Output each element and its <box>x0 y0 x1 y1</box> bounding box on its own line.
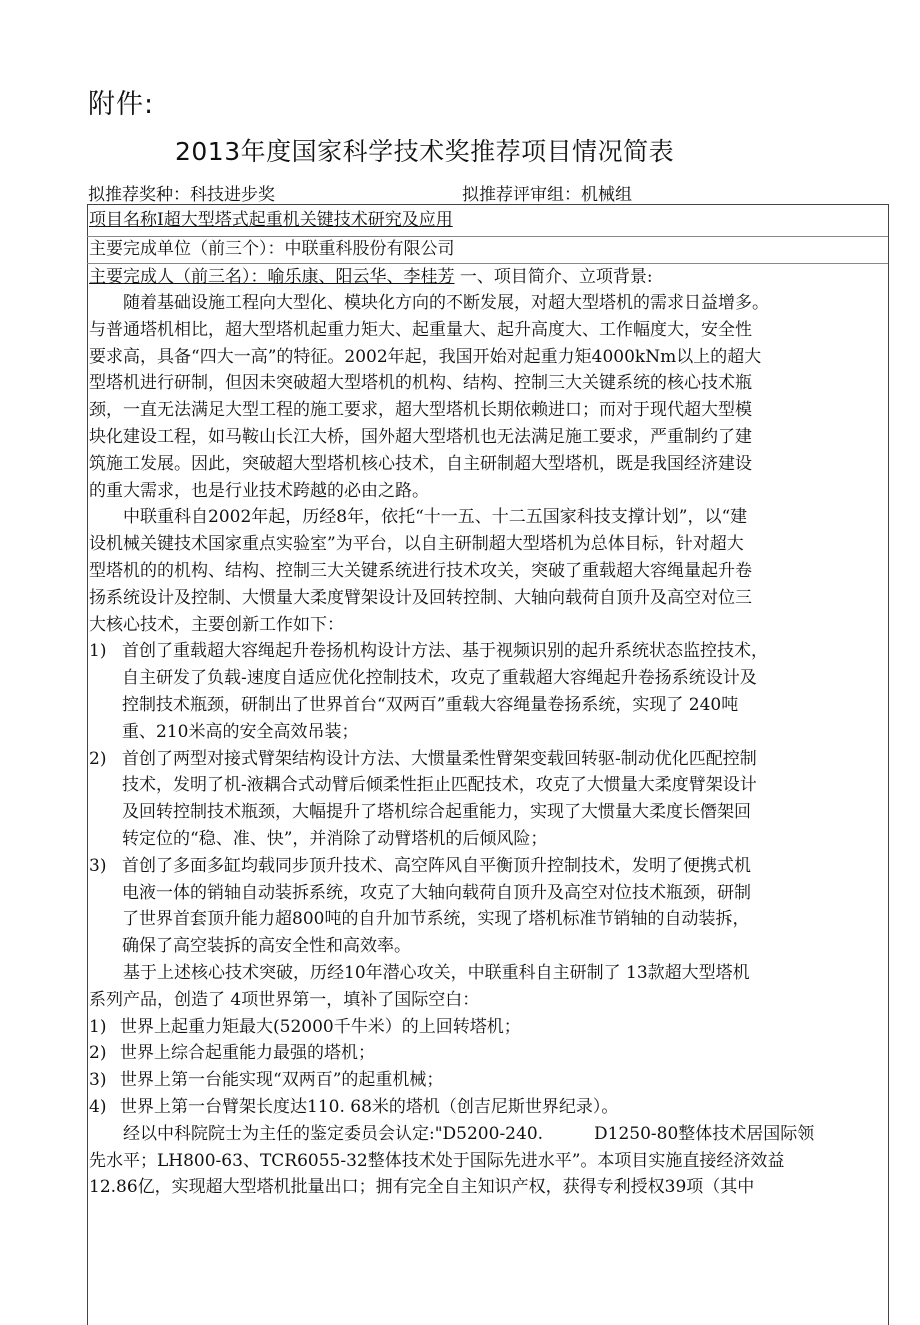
innovation-line: 确保了高空装拆的高安全性和高效率。 <box>122 936 411 957</box>
list-number: 3) <box>89 855 107 876</box>
paragraph-line: 经以中科院院士为主任的鉴定委员会认定:"D5200-240. D1250-80整体技术居国际领 <box>89 1123 815 1144</box>
section-heading: 一、项目简介、立项背景: <box>459 267 653 287</box>
innovation-line: 控制技术瓶颈，研制出了世界首台“双两百”重载大容绳量卷扬系统，实现了 240吨 <box>122 695 739 715</box>
innovation-line: 自主研发了负载-速度自适应优化控制技术，攻克了重载超大容绳起升卷扬系统设计及 <box>122 668 757 689</box>
innovation-line: 首创了多面多缸均载同步顶升技术、高空阵风自平衡顶升控制技术，发明了便携式机 <box>122 855 751 876</box>
list-number: 1) <box>89 641 107 662</box>
world-first-item: 世界上第一台能实现“双两百”的起重机械； <box>120 1070 444 1091</box>
main-people-row <box>89 265 653 289</box>
award-type: 拟推荐奖种：科技进步奖 <box>88 185 275 205</box>
list-number: 4) <box>89 1097 107 1117</box>
list-number: 3) <box>89 1070 107 1091</box>
paragraph-line: 扬系统设计及控制、大惯量大柔度臂架设计及回转控制、大轴向载荷自顶升及高空对位三 <box>89 587 752 608</box>
paragraph-line: 基于上述核心技术突破，历经10年潜心攻关，中联重科自主研制了 13款超大型塔机 <box>89 963 750 983</box>
innovation-line: 及回转控制技术瓶颈，大幅提升了塔机综合起重能力，实现了大惯量大柔度长僭架回 <box>122 802 751 823</box>
paragraph-line: 型塔机的的机构、结构、控制三大关键系统进行技术攻关，突破了重载超大容绳量起升卷 <box>89 561 752 581</box>
paragraph-line: 的重大需求，也是行业技术跨越的必由之路。 <box>89 480 429 501</box>
paragraph-line: 型塔机进行研制，但因未突破超大型塔机的机构、结构、控制三大关键系统的核心技术瓶 <box>89 373 752 394</box>
paragraph-line: 要求高，具备“四大一高”的特征。2002年起，我国开始对起重力矩4000kNm以上的超大 <box>89 346 762 367</box>
innovation-line: 技术，发明了机-液耦合式动臂后倾柔性拒止匹配技术，攻克了大惯量大柔度臂架设计 <box>122 775 757 796</box>
paragraph-line: 块化建设工程，如马鞍山长江大桥，国外超大型塔机也无法满足施工要求，严重制约了建 <box>89 427 752 447</box>
paragraph-line: 与普通塔机相比，超大型塔机起重力矩大、起重量大、起升高度大、工作幅度大，安全性 <box>89 319 752 340</box>
row-divider <box>87 263 888 264</box>
review-group: 拟推荐评审组：机械组 <box>462 185 632 205</box>
project-name: 项目名称Ⅰ超大型塔式起重机关键技术研究及应用 <box>89 210 453 230</box>
innovation-line: 电液一体的销轴自动装拆系统，攻克了大轴向载荷自顶升及高空对位技术瓶颈，研制 <box>122 882 751 903</box>
paragraph-line: 随着基础设施工程向大型化、模块化方向的不断发展，对超大型塔机的需求日益增多。 <box>89 293 769 313</box>
world-first-item: 世界上综合起重能力最强的塔机； <box>120 1043 375 1064</box>
main-people: 主要完成人（前三名）：喻乐康、阳云华、李桂芳 <box>89 267 455 287</box>
list-number: 1) <box>89 1016 107 1037</box>
world-first-item: 世界上起重力矩最大(52000千牛米）的上回转塔机； <box>120 1016 521 1037</box>
paragraph-line: 中联重科自2002年起，历经8年，依托“十一五、十二五国家科技支撑计划”，以“建 <box>89 507 748 528</box>
document-title: 2013年度国家科学技术奖推荐项目情况简表 <box>175 137 675 166</box>
innovation-line: 转定位的“稳、准、快”，并消除了动臂塔机的后倾风险； <box>122 829 548 849</box>
list-number: 2) <box>89 748 107 769</box>
paragraph-line: 颈，一直无法满足大型工程的施工要求，超大型塔机长期依赖进口；而对于现代超大型模 <box>89 400 752 421</box>
main-units: 主要完成单位（前三个）：中联重科股份有限公司 <box>89 239 455 259</box>
innovation-line: 重、210米高的安全高效吊装； <box>122 721 359 742</box>
innovation-line: 首创了两型对接式臂架结构设计方法、大惯量柔性臂架变载回转驱-制动优化匹配控制 <box>122 748 757 769</box>
paragraph-line: 设机械关键技术国家重点实验室”为平台，以自主研制超大型塔机为总体目标，针对超大 <box>89 534 744 555</box>
attachment-label: 附件: <box>88 89 155 120</box>
list-number: 2) <box>89 1043 107 1064</box>
innovation-line: 了世界首套顶升能力超800吨的自升加节系统，实现了塔机标准节销轴的自动装拆， <box>122 909 750 930</box>
world-first-item: 世界上第一台臂架长度达110. 68米的塔机（创吉尼斯世界纪录）。 <box>120 1097 619 1117</box>
paragraph-line: 筑施工发展。因此，突破超大型塔机核心技术，自主研制超大型塔机，既是我国经济建设 <box>89 453 752 474</box>
innovation-line: 首创了重载超大容绳起升卷扬机构设计方法、基于视频识别的起升系统状态监控技术， <box>122 641 768 662</box>
paragraph-line: 先水平；LH800-63、TCR6055-32整体技术处于国际先进水平”。本项目实施直接经济效益 <box>89 1150 785 1171</box>
paragraph-line: 12.86亿，实现超大型塔机批量出口；拥有完全自主知识产权，获得专利授权39项（其中 <box>89 1177 755 1198</box>
paragraph-line: 大核心技术，主要创新工作如下： <box>89 614 344 635</box>
paragraph-line: 系列产品，创造了 4项世界第一，填补了国际空白： <box>89 989 480 1010</box>
